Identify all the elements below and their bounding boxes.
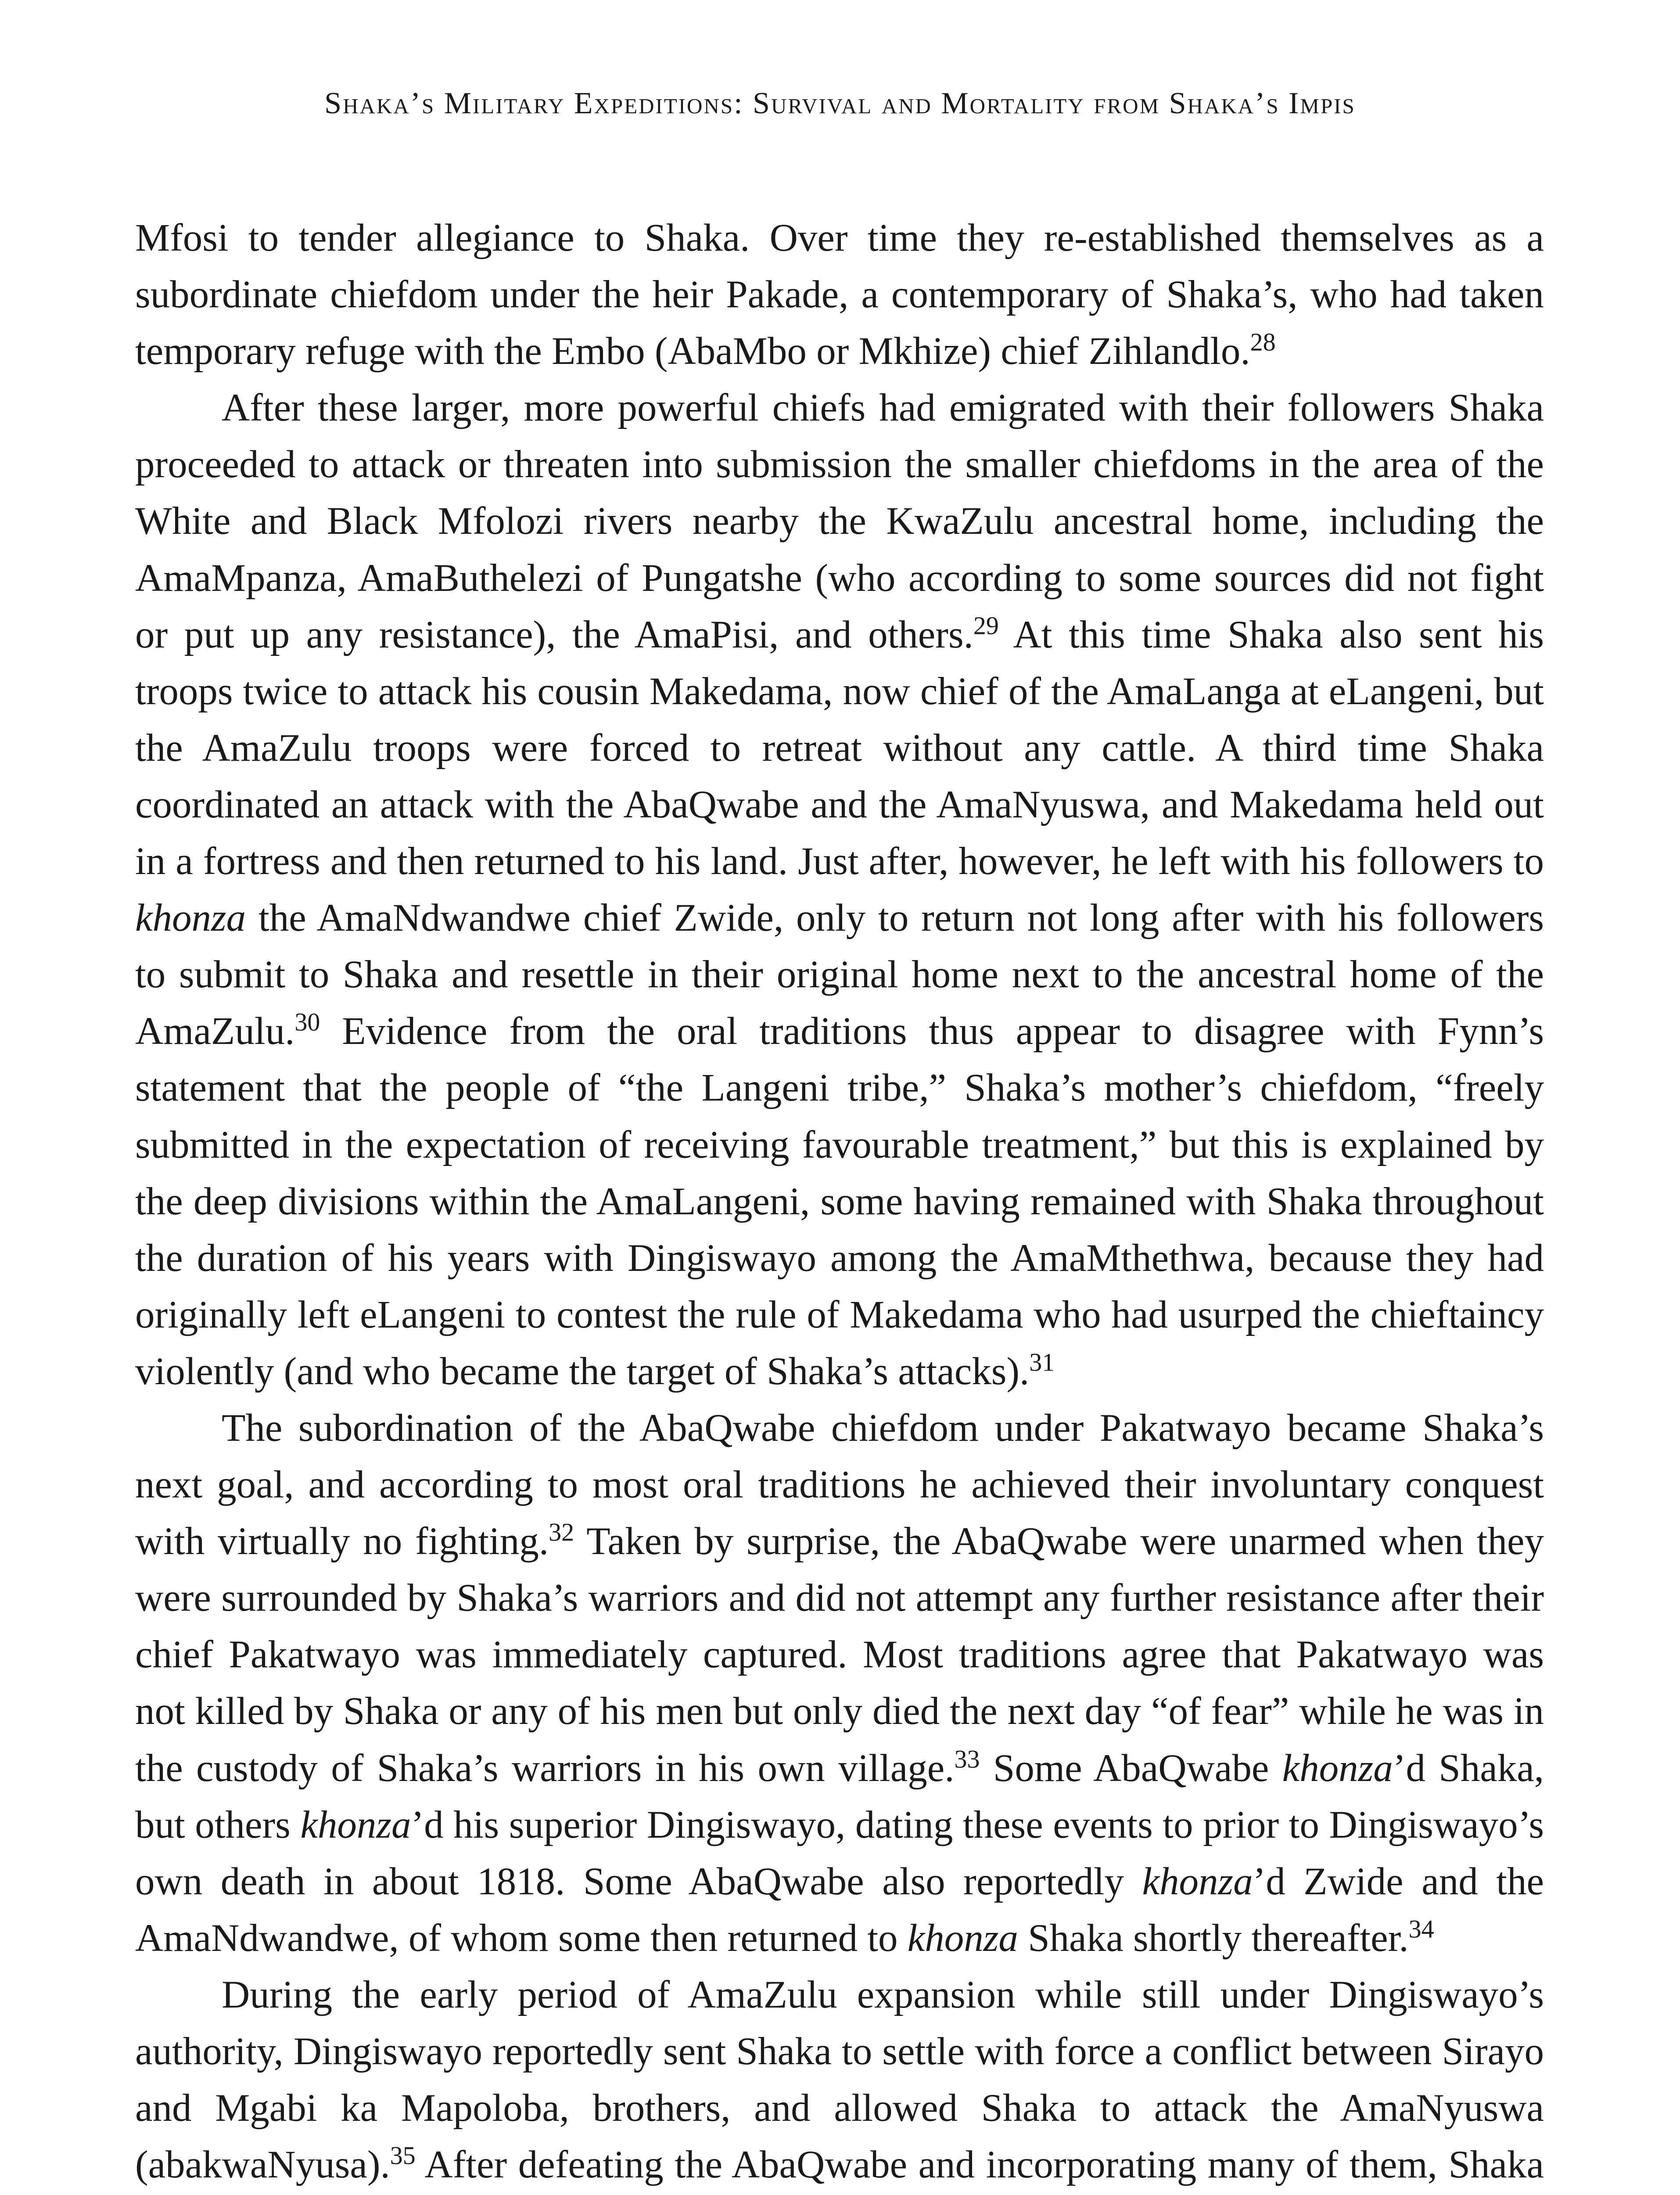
footnote-marker: 30 bbox=[294, 1008, 320, 1036]
footnote-marker: 32 bbox=[549, 1518, 574, 1547]
text-run: ’d Zwide and the AmaNdwandwe, of whom some then returned to bbox=[135, 1860, 1544, 1960]
italic-term: khonza bbox=[1142, 1860, 1253, 1903]
text-run: Evidence from the oral traditions thus appear to disagree with Fynn’s statement that the people of “the Langeni tribe,” Shaka’s mother’s chiefdom, “freely submitted in the expectation of receiving favourable treatment,” but this is explained by the deep divisions within the AmaLangeni, some having remained with Shaka throughout the duration of his years with Dingiswayo among the AmaMthethwa, because they had originally left eLangeni to contest the rule of Makedama who had usurped the chieftaincy violently (and who became the target of Shaka’s attacks). bbox=[135, 1010, 1544, 1393]
italic-term: khonza bbox=[907, 1916, 1018, 1960]
paragraph bbox=[135, 380, 1544, 1400]
paragraph bbox=[135, 210, 1544, 380]
footnote-marker: 31 bbox=[1029, 1348, 1055, 1377]
footnote-marker: 28 bbox=[1250, 327, 1276, 356]
text-run: ’d his superior Dingiswayo, dating these events to prior to Dingiswayo’s own death in about 1818. Some AbaQwabe also reportedly bbox=[135, 1803, 1544, 1903]
footnote-marker: 35 bbox=[390, 2141, 416, 2170]
text-run: After defeating the AbaQwabe and incorporating many of them, Shaka bbox=[424, 2143, 1544, 2187]
text-run: ’d Shaka, but others bbox=[135, 1746, 1544, 1846]
text-run: Some AbaQwabe bbox=[980, 1746, 1282, 1790]
italic-term: khonza bbox=[135, 896, 246, 940]
text-run: Taken by surprise, the AbaQwabe were unarmed when they were surrounded by Shaka’s warriors and did not attempt any further resistance after their chief Pakatwayo was immediately captured. Most traditions agree that Pakatwayo was not killed by Shaka or any of his men but only died the next day “of fear” while he was in the custody of Shaka’s warriors in his own village. bbox=[135, 1520, 1544, 1790]
text-run: The subordination of the AbaQwabe chiefdom under Pakatwayo became Shaka’s next goal, and according to most oral traditions he achieved their involuntary conquest with virtually no fighting. bbox=[135, 1406, 1544, 1563]
text-run: the AmaNdwandwe chief Zwide, only to return not long after with his followers to submit to Shaka and resettle in their original home next to the ancestral home of the AmaZulu. bbox=[135, 896, 1544, 1053]
paragraph bbox=[135, 1400, 1544, 1967]
text-run: Shaka shortly thereafter. bbox=[1018, 1916, 1409, 1960]
footnote-marker: 33 bbox=[954, 1744, 980, 1773]
footnote-marker: 34 bbox=[1408, 1914, 1434, 1943]
body-text bbox=[135, 210, 1544, 2195]
italic-term: khonza bbox=[300, 1803, 411, 1846]
running-head: Shaka’s Military Expeditions: Survival and Mortality from Shaka’s Impis bbox=[324, 86, 1356, 120]
text-run: During the early period of AmaZulu expansion while still under Dingiswayo’s authority, Dingiswayo reportedly sent Shaka to settle with force a conflict between Sirayo and Mgabi ka Mapoloba, brothers, and allowed Shaka to attack the AmaNyuswa (abakwaNyusa). bbox=[135, 1973, 1544, 2187]
text-run: At this time Shaka also sent his troops twice to attack his cousin Makedama, now chief of the AmaLanga at eLangeni, but the AmaZulu troops were forced to retreat without any cattle. A third time Shaka coordinated an attack with the AbaQwabe and the AmaNyuswa, and Makedama held out in a fortress and then returned to his land. Just after, however, he left with his followers to bbox=[135, 613, 1544, 883]
paragraph bbox=[135, 1967, 1544, 2195]
text-run: Mfosi to tender allegiance to Shaka. Over time they re-established themselves as a subordinate chiefdom under the heir Pakade, a contemporary of Shaka’s, who had taken temporary refuge with the Embo (AbaMbo or Mkhize) chief Zihlandlo. bbox=[135, 216, 1544, 373]
footnote-marker: 29 bbox=[973, 611, 999, 640]
text-run: After these larger, more powerful chiefs had emigrated with their followers Shaka proceeded to attack or threaten into submission the smaller chiefdoms in the area of the White and Black Mfolozi rivers nearby the KwaZulu ancestral home, including the AmaMpanza, AmaButhelezi of Pungatshe (who according to some sources did not fight or put up any resistance), the AmaPisi, and others. bbox=[135, 386, 1544, 656]
italic-term: khonza bbox=[1282, 1746, 1393, 1790]
